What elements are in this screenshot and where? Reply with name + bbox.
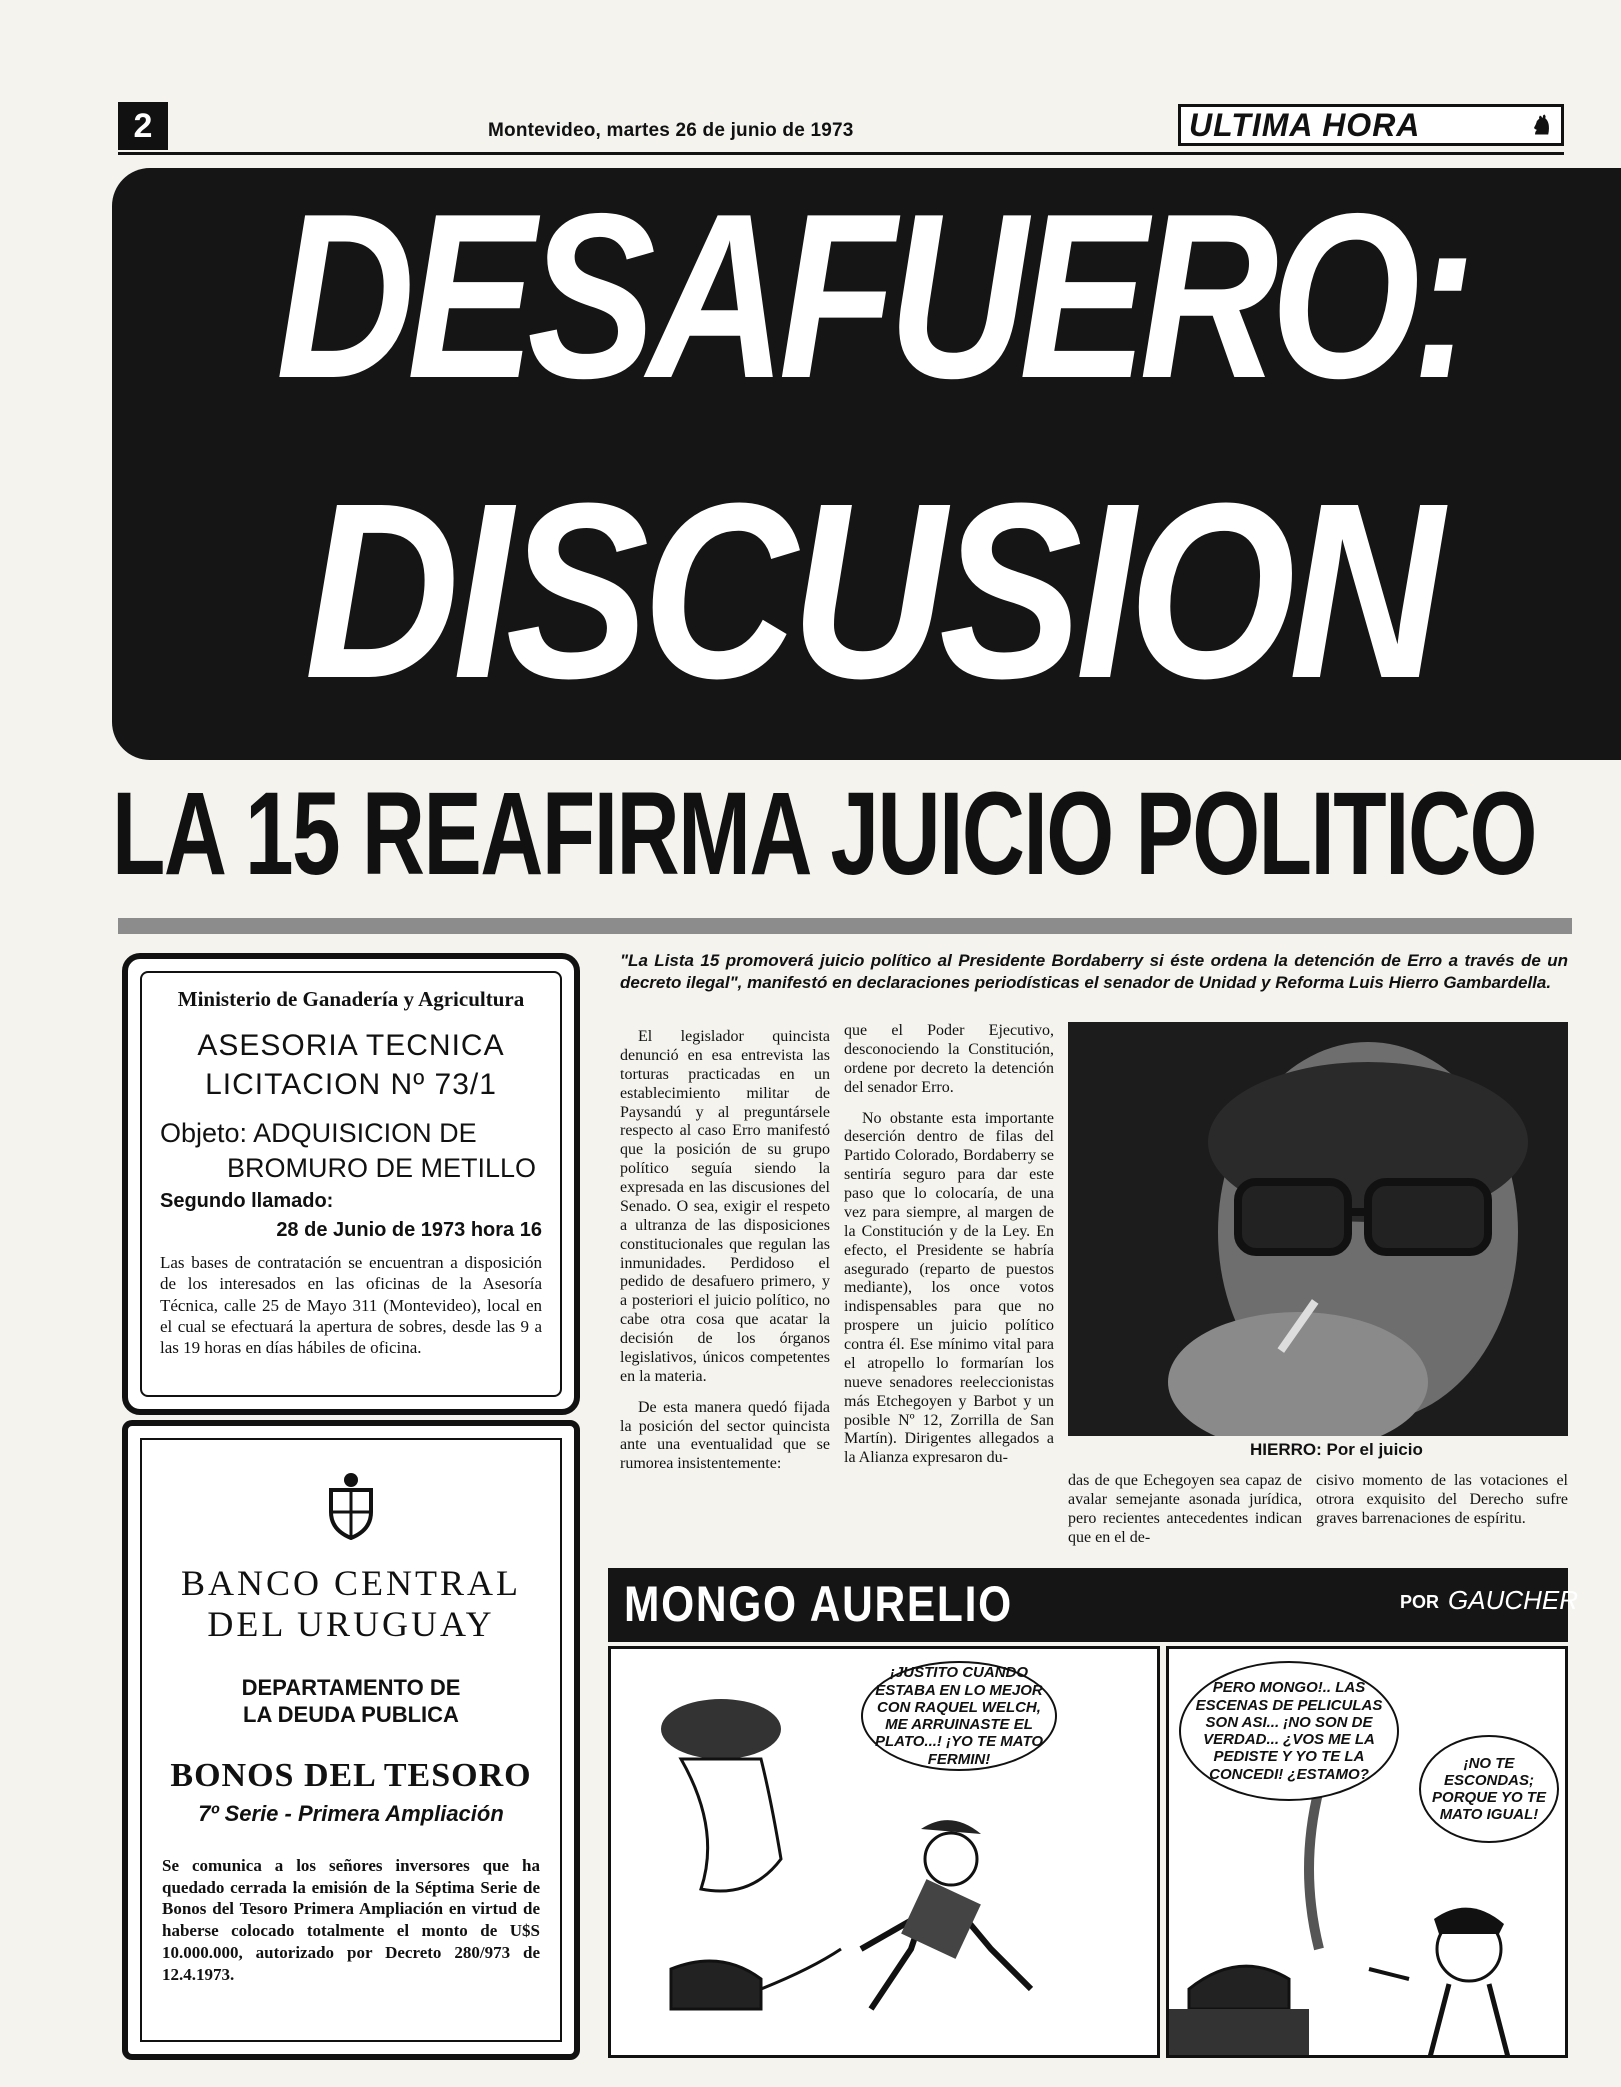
article-paragraph: El legislador quincista denunció en esa entrevista las torturas practicadas en un establecimiento militar de Paysandú y al preguntársele respecto al caso Erro manifestó que la posición de su grupo político seguía siendo la expresada en las discusiones del Senado. O sea, exigir el respeto a ultranza de las disposiciones constitucionales que regulan las inmunidades. Perdidoso el pedido de desafuero primero, y a posteriori el juicio político, no cabe otra cosa que acatar la decisión de los órganos legislativos, únicos competentes en la materia. bbox=[620, 1028, 830, 1385]
portrait-image bbox=[1068, 1022, 1568, 1436]
comic-panel-1 bbox=[608, 1646, 1160, 2058]
coat-of-arms-icon bbox=[321, 1470, 381, 1540]
article-paragraph: que el Poder Ejecutivo, desconociendo la Constitución, ordene por decreto la detención del senador Erro. bbox=[844, 1022, 1054, 1096]
ad-serie: 7º Serie - Primera Ampliación bbox=[198, 1800, 504, 1826]
photo-caption: HIERRO: Por el juicio bbox=[1250, 1440, 1423, 1459]
article-paragraph: De esta manera quedó fijada la posición del sector quincista ante una eventualidad que se rumorea insistentemente: bbox=[620, 1398, 830, 1473]
ad-ministry-name: Ministerio de Ganadería y Agricultura bbox=[177, 987, 525, 1011]
ad-bonos-title: BONOS DEL TESORO bbox=[170, 1756, 532, 1794]
ad-objeto: Objeto: ADQUISICION DE bbox=[160, 1118, 477, 1148]
gray-rule bbox=[118, 918, 1572, 934]
comic-by-label: POR bbox=[1400, 1592, 1440, 1612]
headline-line-1: DESAFUERO: bbox=[275, 164, 1468, 427]
ad-banco-body: Se comunica a los señores inversores que ha quedado cerrada la emisión de la Séptima Serie de Bonos del Tesoro Primera Ampliación en virtud de haberse colocado totalmente el monto de U$S 10.000.000, autorizado por Decreto 280/973 de 12.4.1973. bbox=[162, 1855, 540, 1984]
ministerio-ad-frame bbox=[140, 971, 562, 1397]
speech-bubble: PERO MONGO!.. LAS ESCENAS DE PELICULAS SON ASI... ¡NO SON DE VERDAD... ¿VOS ME LA PEDISTE Y YO TE LA CONCEDI! ¿ESTAMO? bbox=[1179, 1661, 1399, 1801]
banco-ad-frame bbox=[140, 1438, 562, 2042]
article-column-4 bbox=[1316, 1472, 1568, 1541]
dateline: Montevideo, martes 26 de junio de 1973 bbox=[488, 120, 854, 141]
article-paragraph: No obstante esta importante deserción dentro de filas del Partido Colorado, Bordaberry se sentiría seguro para dar este paso que lo colocaría, de una vez para siempre, al margen de la Constitución y de la Ley. En efecto, el Presidente se habría asegurado (reparto de puestos mediante), los once votos indispensables para que no prospere un juicio político contra él. Ese mínimo vital para el atropello lo formarían los nueve senadores reeleccionistas más Etchegoyen y Barbot y un posible Nº 12, Zorrilla de San Martín). Dirigentes allegados a la Alianza expresaron du- bbox=[844, 1109, 1054, 1467]
banco-central-ad bbox=[122, 1420, 580, 2060]
masthead-title: ULTIMA HORA bbox=[1189, 106, 1421, 143]
comic-title: MONGO AURELIO bbox=[624, 1576, 1013, 1632]
article-column-3 bbox=[1068, 1472, 1302, 1560]
header-rule bbox=[118, 152, 1564, 155]
masthead bbox=[1178, 104, 1564, 146]
ad-title-licitacion: LICITACION Nº 73/1 bbox=[205, 1068, 497, 1101]
hierro-photo bbox=[1068, 1022, 1568, 1436]
ad-bank-name-2: DEL URUGUAY bbox=[207, 1604, 495, 1645]
page-number: 2 bbox=[118, 102, 168, 150]
article-column-2 bbox=[844, 1022, 1054, 1480]
article-paragraph: das de que Echegoyen sea capaz de avalar semejante asonada jurídica, pero recientes antecedentes indican que en el de- bbox=[1068, 1472, 1302, 1546]
article-lede: "La Lista 15 promoverá juicio político al Presidente Bordaberry si éste ordena la detención de Erro a través de un decreto ilegal", manifestó en declaraciones periodísticas el senador de Unidad y Reforma Luis Hierro Gambardella. bbox=[620, 951, 1568, 993]
ad-fecha: 28 de Junio de 1973 hora 16 bbox=[276, 1219, 542, 1242]
ad-department-2: LA DEUDA PUBLICA bbox=[243, 1702, 459, 1728]
ministerio-ad bbox=[122, 953, 580, 1415]
speech-bubble: ¡NO TE ESCONDAS; PORQUE YO TE MATO IGUAL! bbox=[1419, 1735, 1559, 1843]
headline-line-2: DISCUSION bbox=[304, 451, 1438, 730]
ad-title-asesoria: ASESORIA TECNICA bbox=[197, 1029, 505, 1062]
comic-author: GAUCHER bbox=[1448, 1585, 1579, 1615]
comic-panel-2 bbox=[1166, 1646, 1568, 2058]
subheadline: LA 15 REAFIRMA JUICIO POLITICO bbox=[112, 768, 1536, 900]
ad-objeto-item: BROMURO DE METILLO bbox=[226, 1153, 536, 1184]
ad-segundo-llamado: Segundo llamado: bbox=[160, 1190, 334, 1213]
ad-ministerio-body: Las bases de contratación se encuentran a disposición de los interesados en las oficinas de la Asesoría Técnica, calle 25 de Mayo 311 (Montevideo), local en el cual se efectuará la apertura de sobres, desde las 9 a las 19 horas en días hábiles de oficina. bbox=[160, 1253, 542, 1358]
headline-block bbox=[112, 164, 1621, 760]
article-column-1 bbox=[620, 1028, 830, 1486]
horse-rider-icon: ♞ bbox=[1528, 109, 1553, 140]
speech-bubble: ¡JUSTITO CUANDO ESTABA EN LO MEJOR CON RAQUEL WELCH, ME ARRUINASTE EL PLATO...! ¡YO TE MATO FERMIN! bbox=[861, 1661, 1057, 1771]
ad-bank-name-1: BANCO CENTRAL bbox=[180, 1563, 521, 1603]
ad-department-1: DEPARTAMENTO DE bbox=[241, 1674, 461, 1700]
article-paragraph: cisivo momento de las votaciones el otrora exquisito del Derecho sufre graves barrenaciones de espíritu. bbox=[1316, 1472, 1568, 1527]
